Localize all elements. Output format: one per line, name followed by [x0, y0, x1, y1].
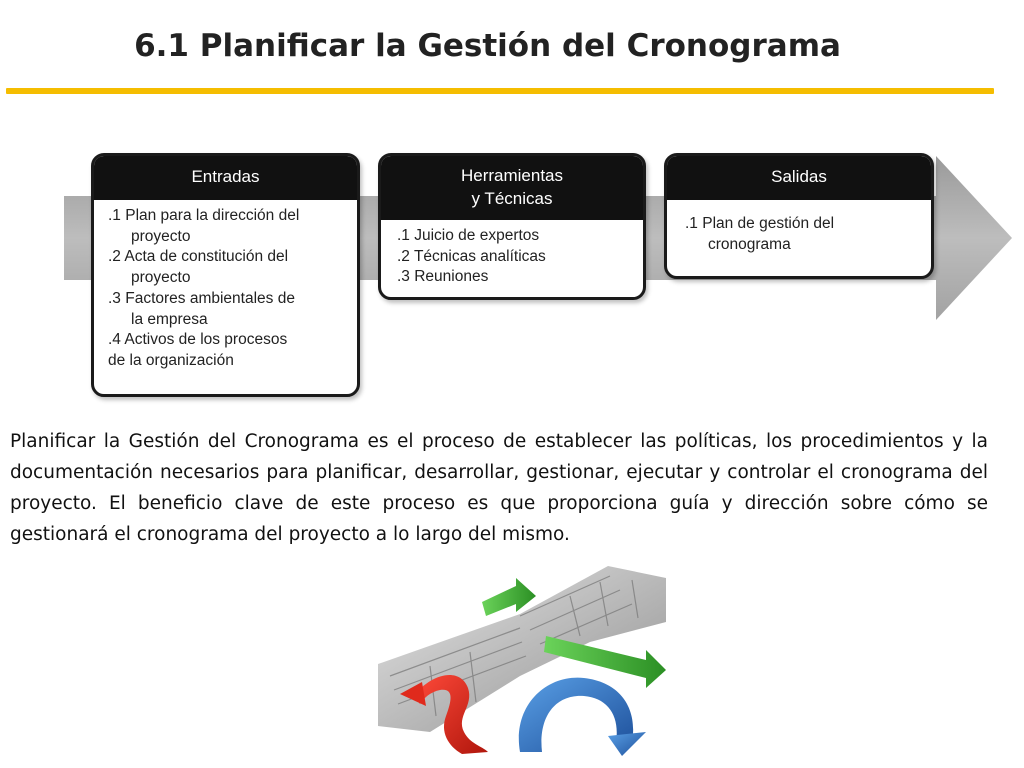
salidas-item: .1 Plan de gestión del cronograma [685, 215, 835, 253]
salidas-list [667, 200, 931, 255]
entradas-box [91, 153, 360, 397]
entradas-item: .2 Acta de constitución del proyecto [108, 248, 289, 287]
herramientas-header: Herramientas y Técnicas [381, 156, 643, 220]
entradas-item: .3 Factores ambientales de la empresa [108, 289, 295, 328]
salidas-header: Salidas [667, 156, 931, 200]
salidas-box [664, 153, 934, 279]
entradas-item: .1 Plan para la dirección del proyecto [108, 207, 300, 245]
entradas-list [94, 200, 357, 372]
title-underline [6, 88, 994, 94]
herramientas-item: .1 Juicio de expertos [397, 227, 540, 244]
herramientas-item: .3 Reuniones [397, 268, 489, 286]
herramientas-box [378, 153, 646, 300]
page-title: 6.1 Planificar la Gestión del Cronograma [134, 28, 841, 64]
herramientas-item: .2 Técnicas analíticas [397, 247, 546, 265]
process-description: Planificar la Gestión del Cronograma es el proceso de establecer las políticas, los procedimientos y la documentación necesarios para planificar, desarrollar, gestionar, ejecutar y controlar el cronograma del proyecto. El beneficio clave de este proceso es que proporciona guía y dirección sobre cómo se gestionará el cronograma del proyecto a lo largo del mismo. [10, 431, 988, 545]
herramientas-list [381, 220, 643, 288]
entradas-header: Entradas [94, 156, 357, 200]
entradas-item: .4 Activos de los procesos de la organización [108, 331, 288, 369]
maze-arrows-illustration [370, 556, 670, 756]
